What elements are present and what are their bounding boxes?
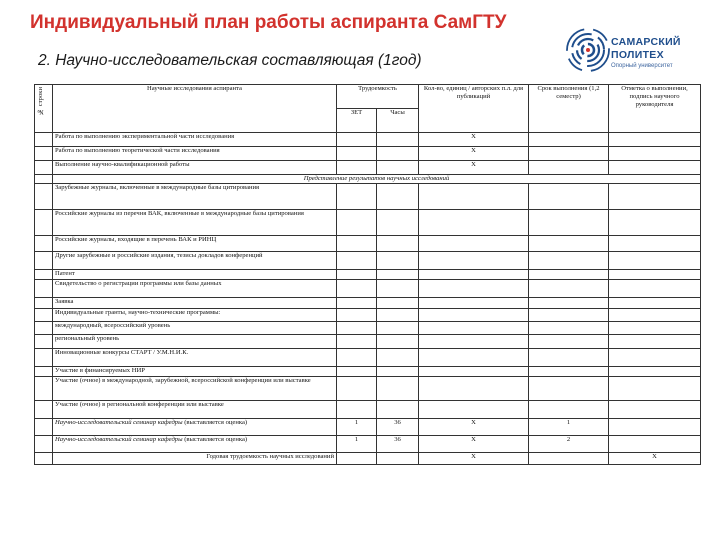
table-row — [35, 252, 701, 270]
row-label: Другие зарубежные и российские издания, тезисы докладов конференций — [53, 252, 337, 270]
table-row — [35, 147, 701, 161]
x-mark: X — [419, 147, 529, 161]
seminar-row — [35, 436, 701, 453]
x-mark: X — [419, 436, 529, 453]
row-label: Зарубежные журналы, включенные в международные базы цитирования — [53, 184, 337, 210]
table-row — [35, 322, 701, 335]
zet-value: 1 — [337, 436, 377, 453]
row-label: Работа по выполнению экспериментальной части исследования — [53, 133, 337, 147]
section-row — [35, 175, 701, 184]
table-row — [35, 309, 701, 322]
row-label: Российские журналы из перечня ВАК, включенные в международные базы цитирования — [53, 210, 337, 236]
row-label: Российские журналы, входящие в перечень ВАК и РИНЦ — [53, 236, 337, 252]
row-label: Инновационные конкурсы СТАРТ / У.М.Н.И.К. — [53, 349, 337, 367]
row-label: Участие (очное) в региональной конференции или выставке — [53, 401, 337, 419]
term-value: 2 — [529, 436, 609, 453]
table-row — [35, 335, 701, 349]
header-mark: Отметка о выполнении, подпись научного руководителя — [609, 85, 701, 133]
hours-value: 36 — [377, 436, 419, 453]
table-row — [35, 184, 701, 210]
logo-line2: ПОЛИТЕХ — [611, 48, 664, 61]
header-hours: Часы — [377, 109, 419, 133]
table-header-row — [35, 85, 701, 109]
header-research: Научные исследования аспиранта — [53, 85, 337, 133]
total-label: Годовая трудоемкость научных исследований — [53, 453, 337, 465]
x-mark: X — [419, 453, 529, 465]
table-row — [35, 349, 701, 367]
zet-value: 1 — [337, 419, 377, 436]
page-title: Индивидуальный план работы аспиранта СамГТУ — [30, 12, 507, 33]
row-label: Работа по выполнению теоретической части исследования — [53, 147, 337, 161]
logo-line3: Опорный университет — [611, 63, 673, 69]
table-row — [35, 133, 701, 147]
row-label: Патент — [53, 270, 337, 280]
row-label: Выполнение научно-квалификационной работы — [53, 161, 337, 175]
x-mark: X — [419, 133, 529, 147]
header-row-no: № строки — [35, 85, 53, 133]
table-row — [35, 367, 701, 377]
seminar-name: Научно-исследовательский семинар кафедры — [55, 436, 183, 444]
row-label — [53, 436, 337, 453]
section-title: Представление результатов научных исследований — [53, 175, 701, 184]
table-row — [35, 236, 701, 252]
x-mark: X — [419, 161, 529, 175]
row-label: Участие в финансируемых НИР — [53, 367, 337, 377]
header-zet: ЗЕТ — [337, 109, 377, 133]
hours-value: 36 — [377, 419, 419, 436]
row-label: региональный уровень — [53, 335, 337, 349]
x-mark: X — [419, 419, 529, 436]
header-count: Кол-во, единиц / авторских п.л. для публикаций — [419, 85, 529, 133]
row-label: Заявка — [53, 298, 337, 309]
table-row — [35, 280, 701, 298]
row-label — [53, 419, 337, 436]
header-term: Срок выполнения (1,2 семестр) — [529, 85, 609, 133]
seminar-note: (выставляется оценка) — [182, 436, 248, 444]
header-labor: Трудоемкость — [337, 85, 419, 109]
logo-line1: САМАРСКИЙ — [611, 36, 681, 48]
table-row — [35, 298, 701, 309]
table-row — [35, 210, 701, 236]
row-label: Свидетельство о регистрации программы или базы данных — [53, 280, 337, 298]
seminar-row — [35, 419, 701, 436]
seminar-name: Научно-исследовательский семинар кафедры — [55, 419, 183, 427]
seminar-note: (выставляется оценка) — [182, 419, 248, 427]
logo-text — [611, 37, 681, 69]
x-mark: X — [609, 453, 701, 465]
table-row — [35, 377, 701, 401]
row-label: международный, всероссийский уровень — [53, 322, 337, 335]
research-plan-table — [34, 84, 701, 465]
row-label: Участие (очное) в международной, зарубежной, всероссийской конференции или выставке — [53, 377, 337, 401]
term-value: 1 — [529, 419, 609, 436]
table-row — [35, 401, 701, 419]
row-label: Индивидуальные гранты, научно-технические программы: — [53, 309, 337, 322]
table-row — [35, 161, 701, 175]
total-row — [35, 453, 701, 465]
page-subtitle: 2. Научно-исследовательская составляющая (1год) — [38, 52, 422, 69]
table-row — [35, 270, 701, 280]
